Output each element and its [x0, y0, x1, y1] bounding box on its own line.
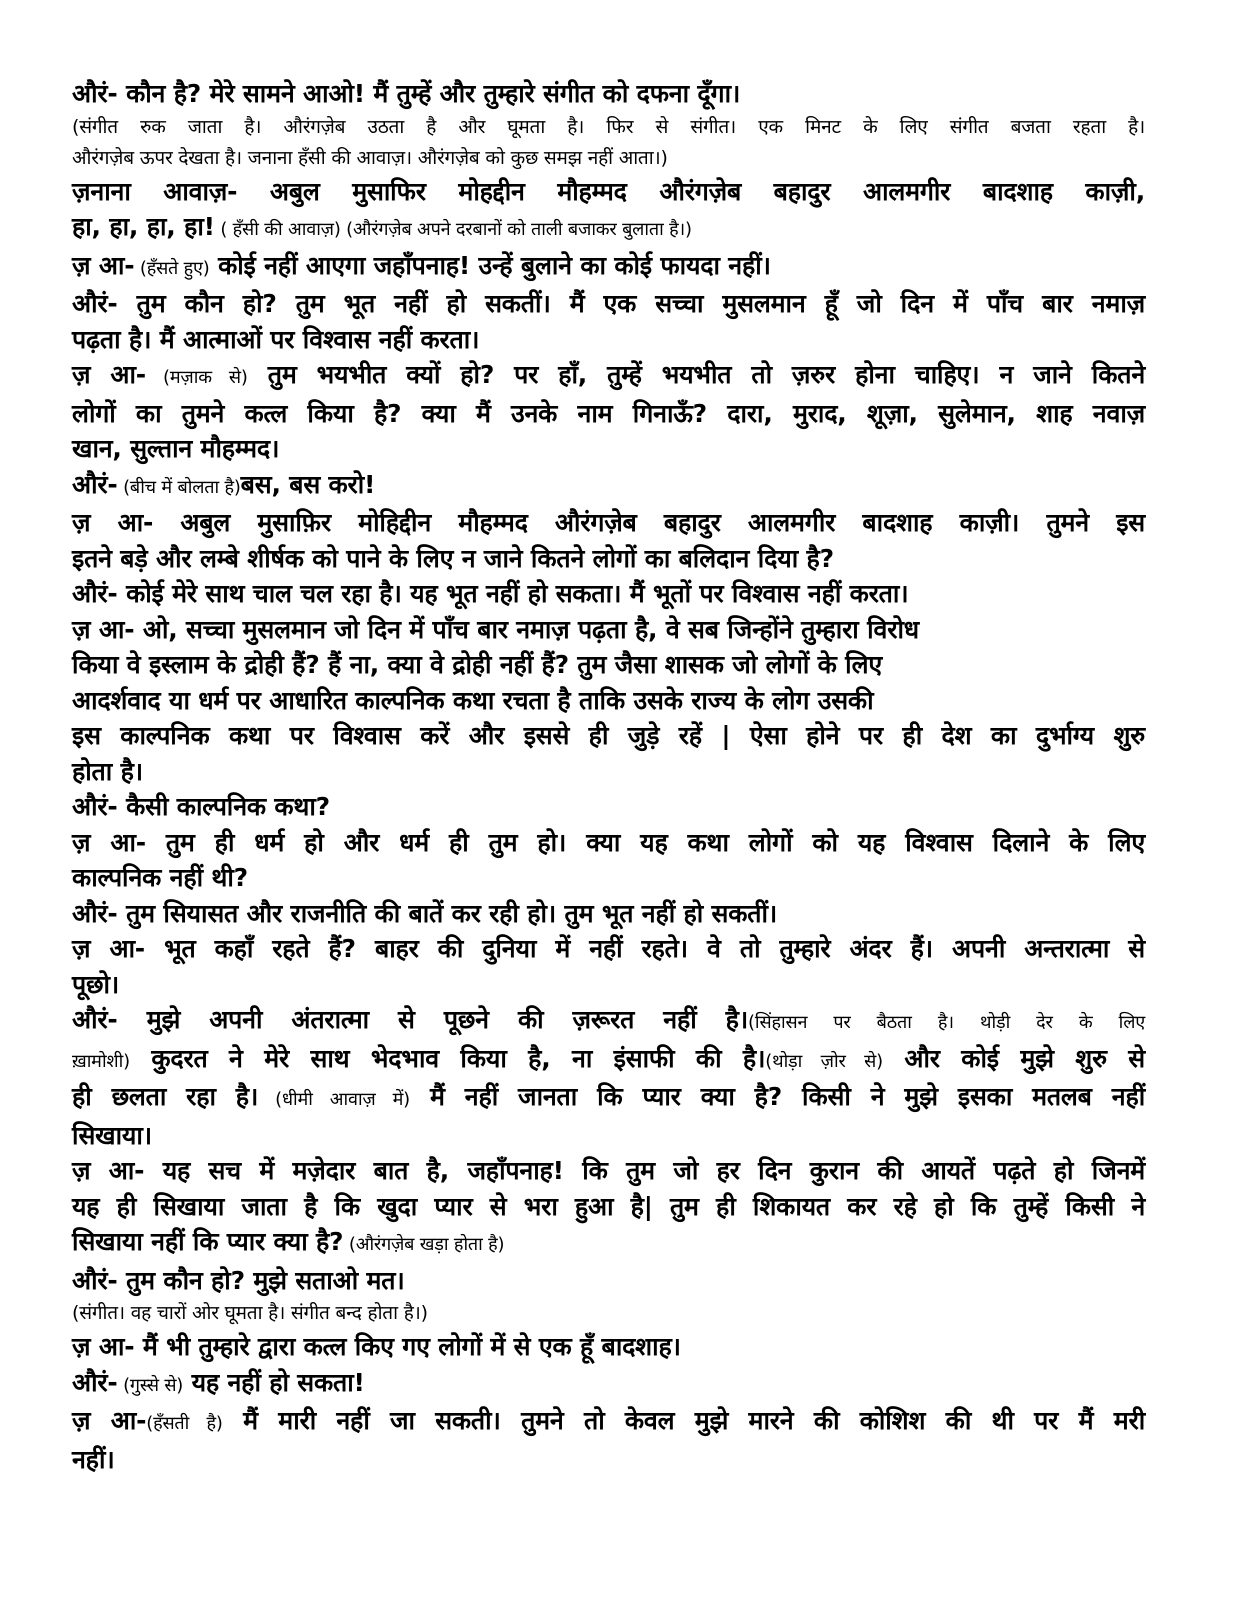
stage-direction: (थोड़ा ज़ोर से) — [765, 1050, 883, 1072]
dialogue-line: सिखाया नहीं कि प्यार क्या है? (औरंगज़ेब खड़ा होता है) — [72, 1227, 505, 1256]
dialogue-line: खान, सुल्तान मौहम्मद। — [72, 434, 280, 463]
stage-direction: ( हँसी की आवाज़) (औरंगज़ेब अपने दरबानों को ताली बजाकर बुलाता है।) — [214, 219, 692, 240]
dialogue-line: ज़ आ-(हँसती है) मैं मारी नहीं जा सकती। तुमने तो केवल मुझे मारने की कोशिश की थी पर मैं मरी — [72, 1406, 1145, 1435]
dialogue-line: आदर्शवाद या धर्म पर आधारित काल्पनिक कथा रचता है ताकि उसके राज्य के लोग उसकी — [72, 685, 874, 715]
dialogue-line: पूछो। — [72, 969, 120, 999]
stage-direction: (संगीत। वह चारों ओर घूमता है। संगीत बन्द होता है।) — [72, 1302, 428, 1324]
dialogue-line: पढ़ता है। मैं आत्माओं पर विश्वास नहीं करता। — [72, 324, 480, 354]
dialogue-line: औरं- तुम सियासत और राजनीति की बातें कर रही हो। तुम भूत नहीं हो सकतीं। — [72, 898, 778, 928]
dialogue-line: औरं- कोई मेरे साथ चाल चल रहा है। यह भूत नहीं हो सकता। मैं भूतों पर विश्वास नहीं करता। — [72, 579, 909, 608]
stage-direction: (मज़ाक से) — [145, 367, 248, 388]
dialogue-line: ज़ आ- (मज़ाक से) तुम भयभीत क्यों हो? पर हाँ, तुम्हें भयभीत तो ज़रुर होना चाहिए। न जाने कितने — [72, 360, 1145, 389]
stage-direction: (धीमी आवाज़ में) — [258, 1089, 411, 1110]
stage-direction: (सिंहासन पर बैठता है। थोड़ी देर के लिए — [748, 1012, 1145, 1033]
dialogue-line: ज़ आ- (हँसते हुए) कोई नहीं आएगा जहाँपनाह! उन्हें बुलाने का कोई फायदा नहीं। — [72, 250, 771, 280]
dialogue-line: औरं- कैसी काल्पनिक कथा? — [72, 792, 330, 821]
dialogue-line: ज़ आ- मैं भी तुम्हारे द्वारा कत्ल किए गए लोगों में से एक हूँ बादशाह। — [72, 1332, 681, 1361]
stage-direction: (संगीत रुक जाता है। औरंगज़ेब उठता है और घूमता है। फिर से संगीत। एक मिनट के लिए संगीत बजता रहता है। — [72, 115, 1145, 138]
dialogue-line: औरं- (बीच में बोलता है)बस, बस करो! — [72, 469, 376, 499]
dialogue-line: औरं- मुझे अपनी अंतरात्मा से पूछने की ज़रूरत नहीं है।(सिंहासन पर बैठता है। थोड़ी देर के लिए — [72, 1005, 1145, 1034]
dialogue-line: इतने बड़े और लम्बे शीर्षक को पाने के लिए न जाने कितने लोगों का बलिदान दिया है? — [72, 543, 834, 573]
dialogue-line: औरं- तुम कौन हो? तुम भूत नहीं हो सकतीं। मैं एक सच्चा मुसलमान हूँ जो दिन में पाँच बार नमाज़ — [72, 289, 1145, 318]
dialogue-line: ज़ आ- तुम ही धर्म हो और धर्म ही तुम हो। क्या यह कथा लोगों को यह विश्वास दिलाने के लिए — [72, 827, 1145, 857]
dialogue-line: काल्पनिक नहीं थी? — [72, 863, 248, 892]
dialogue-line: ज़ आ- यह सच में मज़ेदार बात है, जहाँपनाह! कि तुम जो हर दिन कुरान की आयतें पढ़ते हो जिनमें — [72, 1156, 1145, 1185]
dialogue-line: किया वे इस्लाम के द्रोही हैं? हैं ना, क्या वे द्रोही नहीं हैं? तुम जैसा शासक जो लोगों के लिए — [72, 650, 882, 679]
dialogue-line: औरं- कौन है? मेरे सामने आओ! मैं तुम्हें और तुम्हारे संगीत को दफना दूँगा। — [72, 79, 741, 108]
dialogue-line: ख़ामोशी) कुदरत ने मेरे साथ भेदभाव किया है, ना इंसाफी की है।(थोड़ा ज़ोर से) और कोई मुझे शुरु से — [72, 1043, 1146, 1073]
dialogue-line: होता है। — [72, 756, 143, 786]
stage-direction: (बीच में बोलता है) — [117, 476, 241, 498]
dialogue-line: ज़नाना आवाज़- अबुल मुसाफिर मोहद्दीन मौहम्मद औरंगज़ेब बहादुर आलमगीर बादशाह काज़ी, — [72, 176, 1145, 206]
dialogue-line: ज़ आ- भूत कहाँ रहते हैं? बाहर की दुनिया में नहीं रहते। वे तो तुम्हारे अंदर हैं। अपनी अन्तरात्मा से — [72, 934, 1145, 963]
dialogue-line: ज़ आ- अबुल मुसाफ़िर मोहिद्दीन मौहम्मद औरंगज़ेब बहादुर आलमगीर बादशाह काज़ी। तुमने इस — [72, 508, 1145, 537]
dialogue-line: ही छलता रहा है। (धीमी आवाज़ में) मैं नहीं जानता कि प्यार क्या है? किसी ने मुझे इसका मतलब नहीं — [72, 1082, 1145, 1111]
stage-direction: (हँसते हुए) — [134, 257, 210, 279]
dialogue-line: सिखाया। — [72, 1120, 152, 1150]
dialogue-line: औरं- (गुस्से से) यह नहीं हो सकता! — [72, 1367, 365, 1397]
dialogue-line: औरं- तुम कौन हो? मुझे सताओ मत। — [72, 1265, 405, 1295]
dialogue-line: लोगों का तुमने कत्ल किया है? क्या मैं उनके नाम गिनाऊँ? दारा, मुराद, शूज़ा, सुलेमान, शाह नवाज़ — [72, 398, 1145, 428]
dialogue-line: नहीं। — [72, 1444, 115, 1474]
dialogue-line: इस काल्पनिक कथा पर विश्वास करें और इससे ही जुड़े रहें | ऐसा होने पर ही देश का दुर्भाग्य शुरु — [72, 721, 1145, 750]
dialogue-line: यह ही सिखाया जाता है कि खुदा प्यार से भरा हुआ है| तुम ही शिकायत कर रहे हो कि तुम्हें किसी ने — [72, 1191, 1145, 1221]
dialogue-line: हा, हा, हा, हा! ( हँसी की आवाज़) (औरंगज़ेब अपने दरबानों को ताली बजाकर बुलाता है।) — [72, 212, 692, 241]
stage-direction: (हँसती है) — [146, 1413, 223, 1434]
stage-direction: औरंगज़ेब ऊपर देखता है। जनाना हँसी की आवाज़। औरंगज़ेब को कुछ समझ नहीं आता।) — [72, 146, 668, 169]
stage-direction: ख़ामोशी) — [72, 1050, 130, 1072]
stage-direction: (औरंगज़ेब खड़ा होता है) — [343, 1234, 505, 1255]
dialogue-line: ज़ आ- ओ, सच्चा मुसलमान जो दिन में पाँच बार नमाज़ पढ़ता है, वे सब जिन्होंने तुम्हारा विरोध — [72, 614, 919, 644]
stage-direction: (गुस्से से) — [117, 1374, 184, 1396]
